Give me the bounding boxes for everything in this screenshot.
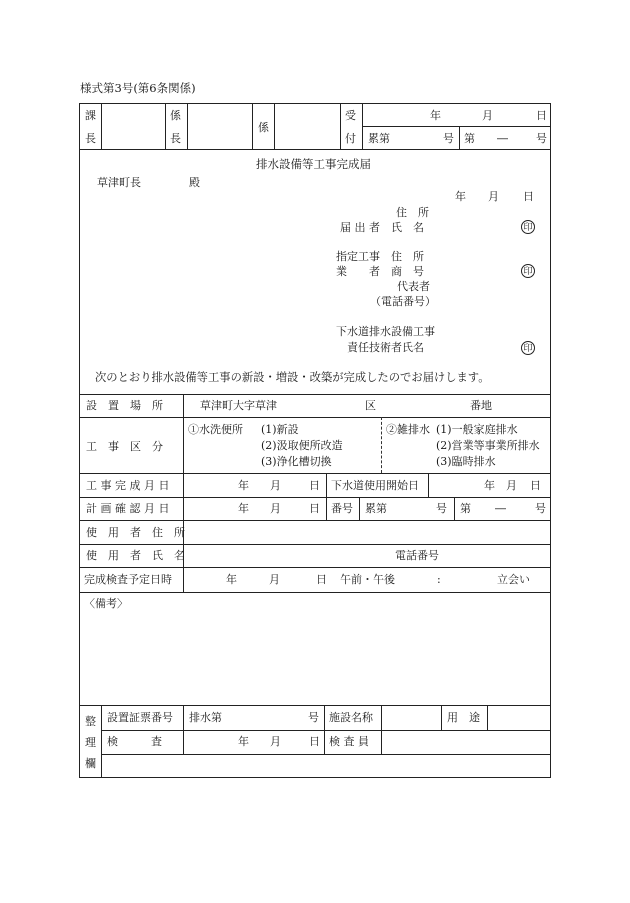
cho-label: 長 <box>85 132 96 145</box>
applicant-name-label: 届 出 者 氏 名 <box>340 221 424 234</box>
facility-name-label: 施設名称 <box>329 711 373 724</box>
plan-confirm-label: 計 画 確 認 月 日 <box>86 502 170 515</box>
uke-label: 受 <box>345 109 356 122</box>
kakari-label: 係 <box>170 109 181 122</box>
remarks-label: 〈備考〉 <box>84 597 128 610</box>
flush-toilet-option: ①水洗便所 <box>188 423 243 436</box>
tsuke-label: 付 <box>345 132 356 145</box>
contractor-phone-label: （電話番号） <box>370 295 436 308</box>
dono: 殿 <box>189 176 200 189</box>
use-label: 用 途 <box>447 711 480 724</box>
statement: 次のとおり排水設備等工事の新設・増設・改築が完成したのでお届けします。 <box>95 371 490 384</box>
engineer-label-2: 責任技術者氏名 <box>347 341 424 354</box>
phone-label: 電話番号 <box>395 549 439 562</box>
completion-date-label: 工 事 完 成 月 日 <box>86 479 170 492</box>
header-bottom-line <box>79 149 551 150</box>
location-value: 草津町大字草津 <box>200 399 277 412</box>
seal-mark: 印 <box>521 220 535 234</box>
engineer-label-1: 下水道排水設備工事 <box>336 325 435 338</box>
document-heading: 排水設備等工事完成届 <box>256 157 371 171</box>
cert-number-label: 設置証票番号 <box>107 711 173 724</box>
receipt-divider <box>362 126 551 127</box>
number-label: 番号 <box>331 502 353 515</box>
form-number: 様式第3号(第6条関係) <box>80 81 196 95</box>
inspection-label: 検 査 <box>107 735 162 748</box>
work-type-label: 工 事 区 分 <box>86 440 163 453</box>
ka-label: 課 <box>85 109 96 122</box>
seal-mark: 印 <box>521 341 535 355</box>
addressee: 草津町長 <box>97 176 141 189</box>
contractor-name-label: 業 者 商 号 <box>336 265 424 278</box>
contractor-rep-label: 代表者 <box>397 280 430 293</box>
seal-mark: 印 <box>521 264 535 278</box>
kakari2-label: 係 <box>258 121 269 134</box>
misc-drain-option: ②雑排水 <box>386 423 430 436</box>
contractor-address-label: 指定工事 住 所 <box>336 250 424 263</box>
sewer-start-label: 下水道使用開始日 <box>331 479 419 492</box>
user-address-label: 使 用 者 住 所 <box>86 526 185 539</box>
user-name-label: 使 用 者 氏 名 <box>86 549 185 562</box>
inspection-date-label: 完成検査予定日時 <box>84 573 172 586</box>
inspector-label: 検 査 員 <box>329 735 369 748</box>
kakari-cho-label: 長 <box>170 132 181 145</box>
applicant-address-label: 住 所 <box>396 206 429 219</box>
location-label: 設 置 場 所 <box>86 399 163 412</box>
